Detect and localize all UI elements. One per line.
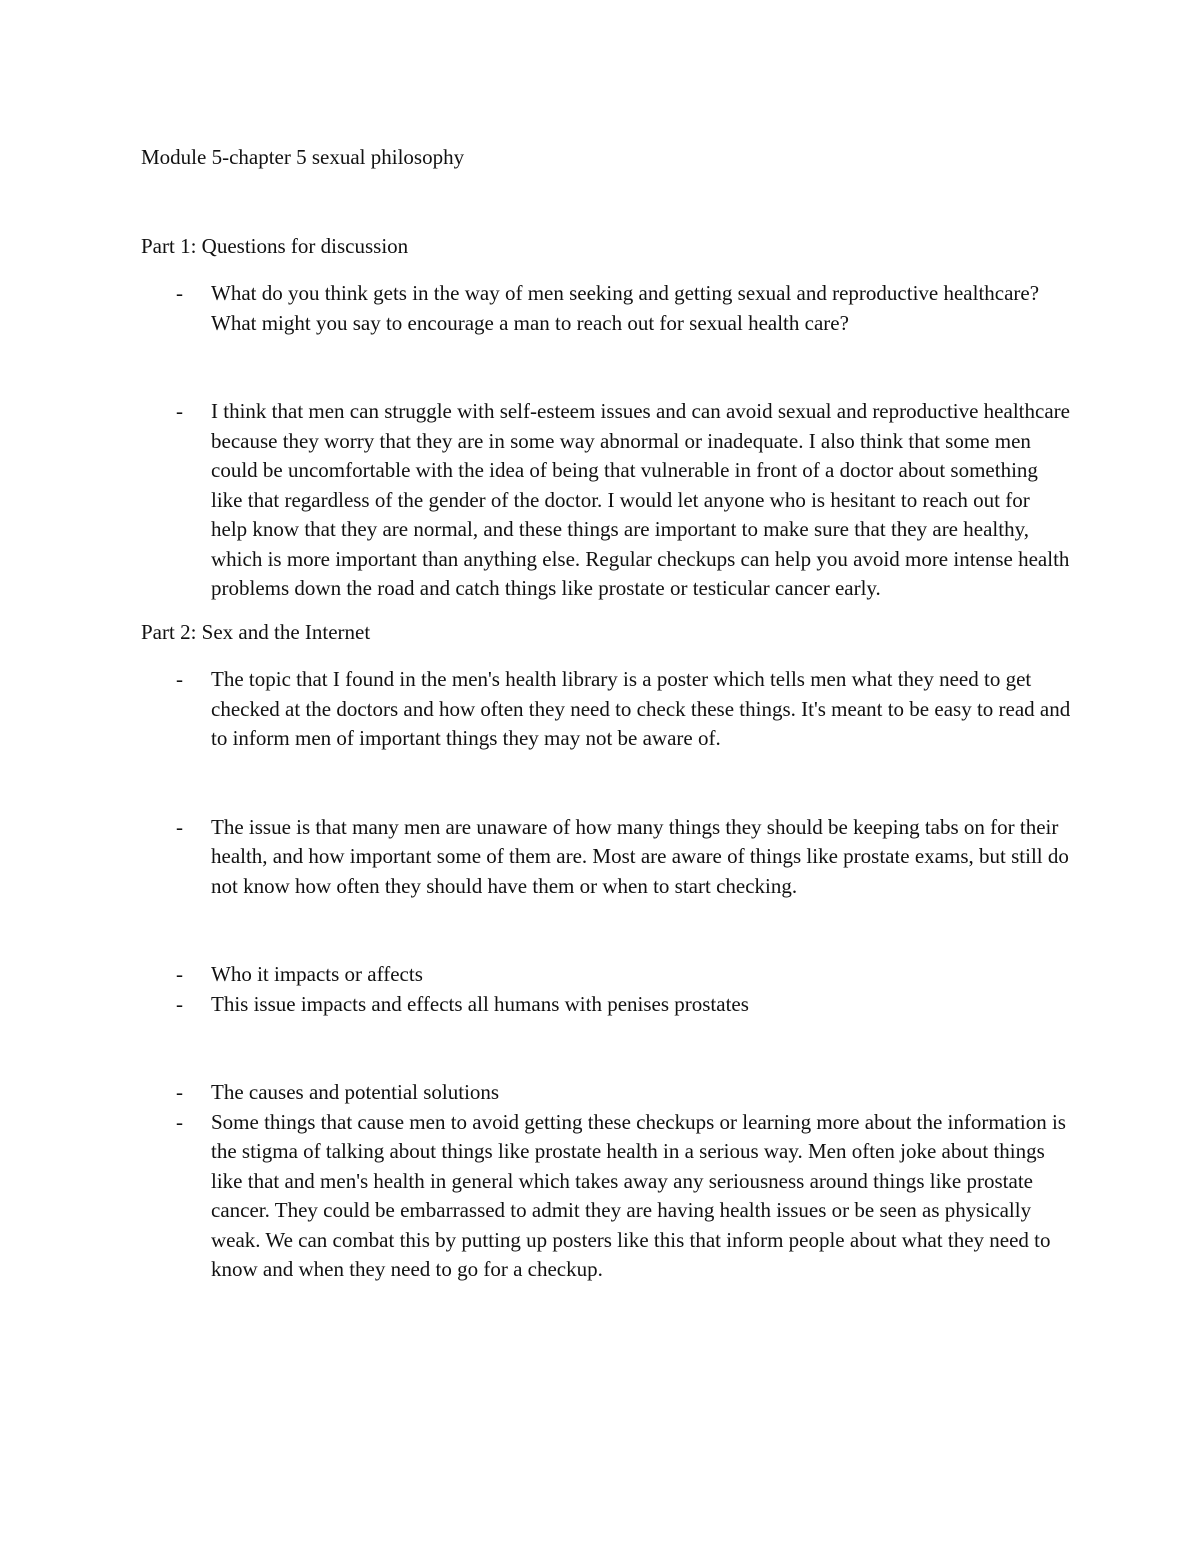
bullet-text: What do you think gets in the way of men seeking and getting sexual and reproductive healthcare? What might you say to encourage a man to reach out for sexual health care? [211,281,1040,335]
bullet-dash: - [176,399,183,423]
bullet-text: This issue impacts and effects all humans with penises prostates [211,991,749,1016]
bullet-dash: - [176,1080,183,1104]
part2-heading: Part 2: Sex and the Internet [141,619,371,644]
bullet-dash: - [176,962,183,986]
document-body [141,143,1071,1285]
list-item [141,813,1071,902]
list-item [141,960,1071,990]
list-item [141,665,1071,754]
bullet-text: I think that men can struggle with self-esteem issues and can avoid sexual and reproductive healthcare because they worry that they are in some way abnormal or inadequate. I also think that some men could be uncomfortable with the idea of being that vulnerable in front of a doctor about something like that regardless of the gender of the doctor. I would let anyone who is hesitant to reach out for help know that they are normal, and these things are important to make sure that they are healthy, which is more important than anything else. Regular checkups can help you avoid more intense health problems down the road and catch things like prostate or testicular cancer early. [211,399,1070,600]
bullet-text: Who it impacts or affects [211,962,423,986]
bullet-dash: - [176,1109,183,1134]
bullet-dash: - [176,991,183,1016]
bullet-dash: - [176,281,183,305]
bullet-text: The issue is that many men are unaware of how many things they should be keeping tabs on for their health, and how important some of them are. Most are aware of things like prostate exams, but still do not know how often they should have them or when to start checking. [211,814,1069,898]
bullet-text: Some things that cause men to avoid getting these checkups or learning more about the information is the stigma of talking about things like prostate health in a serious way. Men often joke about things like that and men's health in general which takes away any seriousness around things like prostate cancer. They could be embarrassed to admit they are having health issues or be seen as physically weak. We can combat this by putting up posters like this that inform people about what they need to know and when they need to go for a checkup. [211,1109,1066,1281]
list-item [141,397,1071,604]
bullet-text: The causes and potential solutions [211,1080,500,1104]
part1-heading: Part 1: Questions for discussion [141,233,409,258]
list-item [141,1108,1071,1285]
list-item [141,1078,1071,1108]
bullet-text: The topic that I found in the men's health library is a poster which tells men what they need to get checked at the doctors and how often they need to check these things. It's meant to be easy to read and to inform men of important things they may not be aware of. [211,667,1071,750]
list-item [141,990,1071,1020]
bullet-dash: - [176,667,183,691]
document-title: Module 5-chapter 5 sexual philosophy [141,145,465,169]
bullet-dash: - [176,814,183,839]
list-item [141,279,1071,338]
